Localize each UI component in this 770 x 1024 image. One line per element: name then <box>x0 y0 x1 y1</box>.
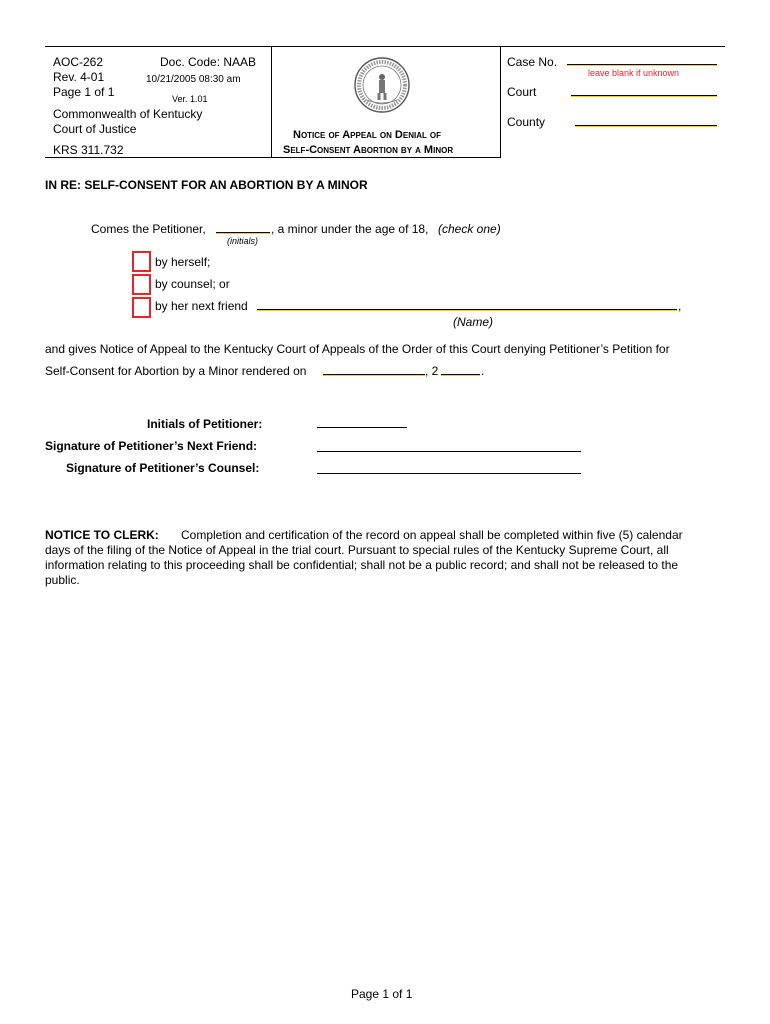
by-next-friend-label: by her next friend <box>155 299 248 313</box>
jurisdiction-line1: Commonwealth of Kentucky <box>53 107 203 121</box>
page-footer: Page 1 of 1 <box>351 987 413 1001</box>
notice-to-clerk-label: NOTICE TO CLERK: <box>45 528 159 542</box>
doc-code: Doc. Code: NAAB <box>160 55 257 69</box>
rendered-on-date-field[interactable] <box>323 372 425 375</box>
trailing-comma: , <box>678 299 682 313</box>
comes-petitioner-text: Comes the Petitioner, <box>91 222 206 236</box>
header-divider-right <box>500 46 501 158</box>
clerk-notice-line3: information relating to this proceeding shall be confidential; shall not be a public record; and shall not be released to the <box>45 558 679 572</box>
form-revision: Rev. 4-01 <box>53 70 105 84</box>
form-number: AOC-262 <box>53 55 104 69</box>
counsel-signature-label: Signature of Petitioner’s Counsel: <box>66 461 260 475</box>
notice-period: . <box>481 364 485 378</box>
form-title-line2: Self-Consent Abortion by a Minor <box>283 144 454 156</box>
next-friend-signature-label: Signature of Petitioner’s Next Friend: <box>45 439 258 453</box>
case-no-field[interactable] <box>567 62 717 65</box>
clerk-notice-line4: public. <box>45 573 80 587</box>
form-timestamp: 10/21/2005 08:30 am <box>146 74 241 85</box>
minor-age-text: , a minor under the age of 18, <box>271 222 429 236</box>
year-field[interactable] <box>441 372 480 375</box>
by-counsel-checkbox[interactable] <box>132 274 151 295</box>
initials-of-petitioner-label: Initials of Petitioner: <box>147 417 263 431</box>
header-bottom-rule <box>45 157 501 158</box>
clerk-notice-line2: days of the filing of the Notice of Appeal in the trial court. Pursuant to special rules of the Kentucky Supreme Court, all <box>45 543 669 557</box>
header-divider-left <box>271 46 272 158</box>
in-re-heading: IN RE: SELF-CONSENT FOR AN ABORTION BY A MINOR <box>45 178 368 192</box>
header-top-rule <box>45 46 725 47</box>
jurisdiction-line2: Court of Justice <box>53 122 137 136</box>
next-friend-name-field[interactable] <box>257 307 677 310</box>
clerk-notice-line1: Completion and certification of the record on appeal shall be completed within five (5) calendar <box>181 528 683 542</box>
by-counsel-label: by counsel; or <box>155 277 230 291</box>
initials-of-petitioner-field[interactable] <box>317 425 407 428</box>
case-no-label: Case No. <box>507 55 558 69</box>
by-herself-label: by herself; <box>155 255 211 269</box>
county-label: County <box>507 115 546 129</box>
by-next-friend-checkbox[interactable] <box>132 297 151 318</box>
name-caption: (Name) <box>453 315 494 329</box>
statute-reference: KRS 311.732 <box>53 143 124 157</box>
form-version: Ver. 1.01 <box>172 94 208 104</box>
by-herself-checkbox[interactable] <box>132 251 151 272</box>
court-label: Court <box>507 85 537 99</box>
court-field[interactable] <box>571 93 717 96</box>
case-no-hint: leave blank if unknown <box>588 68 680 78</box>
notice-text-line1: and gives Notice of Appeal to the Kentucky Court of Appeals of the Order of this Court denying Petitioner’s Petition for <box>45 342 670 356</box>
counsel-signature-field[interactable] <box>317 471 581 474</box>
year-prefix: , 2 <box>425 364 439 378</box>
initials-caption: (initials) <box>227 236 259 246</box>
form-page: Page 1 of 1 <box>53 85 115 99</box>
initials-field[interactable] <box>216 230 270 233</box>
form-title-line1: Notice of Appeal on Denial of <box>293 129 442 141</box>
kentucky-seal-icon <box>353 56 411 114</box>
notice-text-line2: Self-Consent for Abortion by a Minor rendered on <box>45 364 307 378</box>
check-one-text: (check one) <box>438 222 501 236</box>
next-friend-signature-field[interactable] <box>317 449 581 452</box>
county-field[interactable] <box>575 123 717 126</box>
